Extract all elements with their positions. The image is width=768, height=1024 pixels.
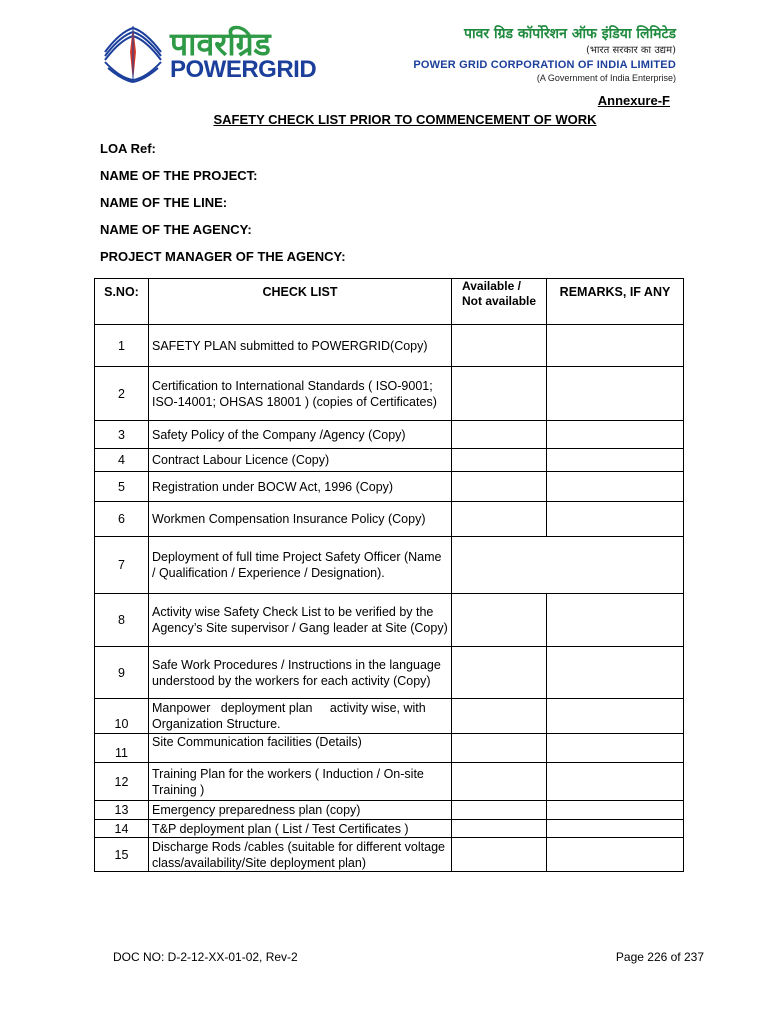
available-cell[interactable] (452, 367, 547, 421)
table-row (95, 537, 684, 594)
remarks-cell[interactable] (547, 594, 684, 647)
row-item: Deployment of full time Project Safety Officer (Name / Qualification / Experience / Designation). (149, 537, 452, 594)
document-title: SAFETY CHECK LIST PRIOR TO COMMENCEMENT OF WORK (213, 112, 597, 127)
row-item: Training Plan for the workers ( Induction / On-site Training ) (149, 763, 452, 801)
logo-english-text: POWERGRID (170, 56, 317, 83)
row-number: 3 (95, 421, 149, 449)
table-row (95, 763, 684, 801)
remarks-cell[interactable] (547, 502, 684, 537)
available-cell[interactable] (452, 801, 547, 820)
remarks-cell[interactable] (547, 838, 684, 872)
table-row (95, 367, 684, 421)
row-item: Workmen Compensation Insurance Policy (Copy) (149, 502, 452, 537)
table-row (95, 699, 684, 734)
remarks-cell[interactable] (547, 699, 684, 734)
available-cell[interactable] (452, 472, 547, 502)
corporation-subtitle-english: (A Government of India Enterprise) (536, 73, 676, 83)
table-row (95, 820, 684, 838)
page-number: Page 226 of 237 (615, 950, 704, 964)
available-cell[interactable] (452, 594, 547, 647)
loa-ref-field: LOA Ref: (100, 141, 156, 156)
row-number: 10 (95, 699, 149, 734)
corporation-name-english: POWER GRID CORPORATION OF INDIA LIMITED (413, 59, 676, 71)
header-available: Available / Not available (452, 279, 547, 325)
available-cell[interactable] (452, 647, 547, 699)
table-row (95, 325, 684, 367)
powergrid-emblem-icon (100, 22, 166, 84)
table-row (95, 502, 684, 537)
row-item: Discharge Rods /cables (suitable for different voltage class/availability/Site deployment plan) (149, 838, 452, 872)
row-number: 6 (95, 502, 149, 537)
row-number: 13 (95, 801, 149, 820)
project-name-field: NAME OF THE PROJECT: (100, 168, 258, 183)
available-cell[interactable] (452, 734, 547, 763)
row-number: 7 (95, 537, 149, 594)
row-number: 5 (95, 472, 149, 502)
row-item: Site Communication facilities (Details) (149, 734, 452, 763)
row-number: 4 (95, 449, 149, 472)
table-row (95, 801, 684, 820)
remarks-cell[interactable] (547, 325, 684, 367)
row-item: Contract Labour Licence (Copy) (149, 449, 452, 472)
remarks-cell[interactable] (547, 801, 684, 820)
available-cell[interactable] (452, 421, 547, 449)
table-row (95, 647, 684, 699)
available-cell[interactable] (452, 502, 547, 537)
row-number: 11 (95, 734, 149, 763)
table-row (95, 838, 684, 872)
corporation-subtitle-hindi: (भारत सरकार का उद्यम) (586, 45, 676, 56)
remarks-cell[interactable] (547, 472, 684, 502)
header-sno: S.NO: (95, 279, 149, 325)
project-manager-field: PROJECT MANAGER OF THE AGENCY: (100, 249, 346, 264)
row-item: Activity wise Safety Check List to be verified by the Agency’s Site supervisor / Gang leader at Site (Copy) (149, 594, 452, 647)
corporation-name-hindi: पावर ग्रिड कॉर्पोरेशन ऑफ इंडिया लिमिटेड (464, 26, 676, 42)
annexure-label: Annexure-F (597, 93, 670, 108)
row-number: 9 (95, 647, 149, 699)
table-row (95, 734, 684, 763)
document-number: DOC NO: D-2-12-XX-01-02, Rev-2 (113, 950, 298, 964)
row-number: 14 (95, 820, 149, 838)
agency-name-field: NAME OF THE AGENCY: (100, 222, 252, 237)
table-row (95, 472, 684, 502)
row-item: Emergency preparedness plan (copy) (149, 801, 452, 820)
table-row (95, 421, 684, 449)
available-cell[interactable] (452, 699, 547, 734)
row-item: Certification to International Standards ( ISO-9001; ISO-14001; OHSAS 18001 ) (copies of Certificates) (149, 367, 452, 421)
table-row (95, 594, 684, 647)
header-remarks: REMARKS, IF ANY (547, 279, 684, 325)
line-name-field: NAME OF THE LINE: (100, 195, 228, 210)
logo-hindi-text: पावरग्रिड (170, 25, 271, 63)
available-cell[interactable] (452, 325, 547, 367)
row-item: Safety Policy of the Company /Agency (Copy) (149, 421, 452, 449)
remarks-cell[interactable] (547, 763, 684, 801)
row-number: 8 (95, 594, 149, 647)
available-cell[interactable] (452, 449, 547, 472)
available-cell[interactable] (452, 838, 547, 872)
row-item: Registration under BOCW Act, 1996 (Copy) (149, 472, 452, 502)
row-item: T&P deployment plan ( List / Test Certificates ) (149, 820, 452, 838)
remarks-cell[interactable] (547, 647, 684, 699)
available-remarks-merged-cell[interactable] (452, 537, 684, 594)
safety-checklist-table (94, 278, 684, 872)
remarks-cell[interactable] (547, 820, 684, 838)
row-number: 12 (95, 763, 149, 801)
remarks-cell[interactable] (547, 734, 684, 763)
header-checklist: CHECK LIST (149, 279, 452, 325)
row-item: Manpower deployment plan activity wise, with Organization Structure. (149, 699, 452, 734)
table-header-row (95, 279, 684, 325)
row-number: 2 (95, 367, 149, 421)
row-item: SAFETY PLAN submitted to POWERGRID(Copy) (149, 325, 452, 367)
corporation-name-block (380, 26, 676, 86)
available-cell[interactable] (452, 820, 547, 838)
row-number: 1 (95, 325, 149, 367)
row-number: 15 (95, 838, 149, 872)
available-cell[interactable] (452, 763, 547, 801)
remarks-cell[interactable] (547, 449, 684, 472)
powergrid-logo (100, 22, 320, 84)
remarks-cell[interactable] (547, 367, 684, 421)
remarks-cell[interactable] (547, 421, 684, 449)
row-item: Safe Work Procedures / Instructions in the language understood by the workers for each activity (Copy) (149, 647, 452, 699)
table-row (95, 449, 684, 472)
